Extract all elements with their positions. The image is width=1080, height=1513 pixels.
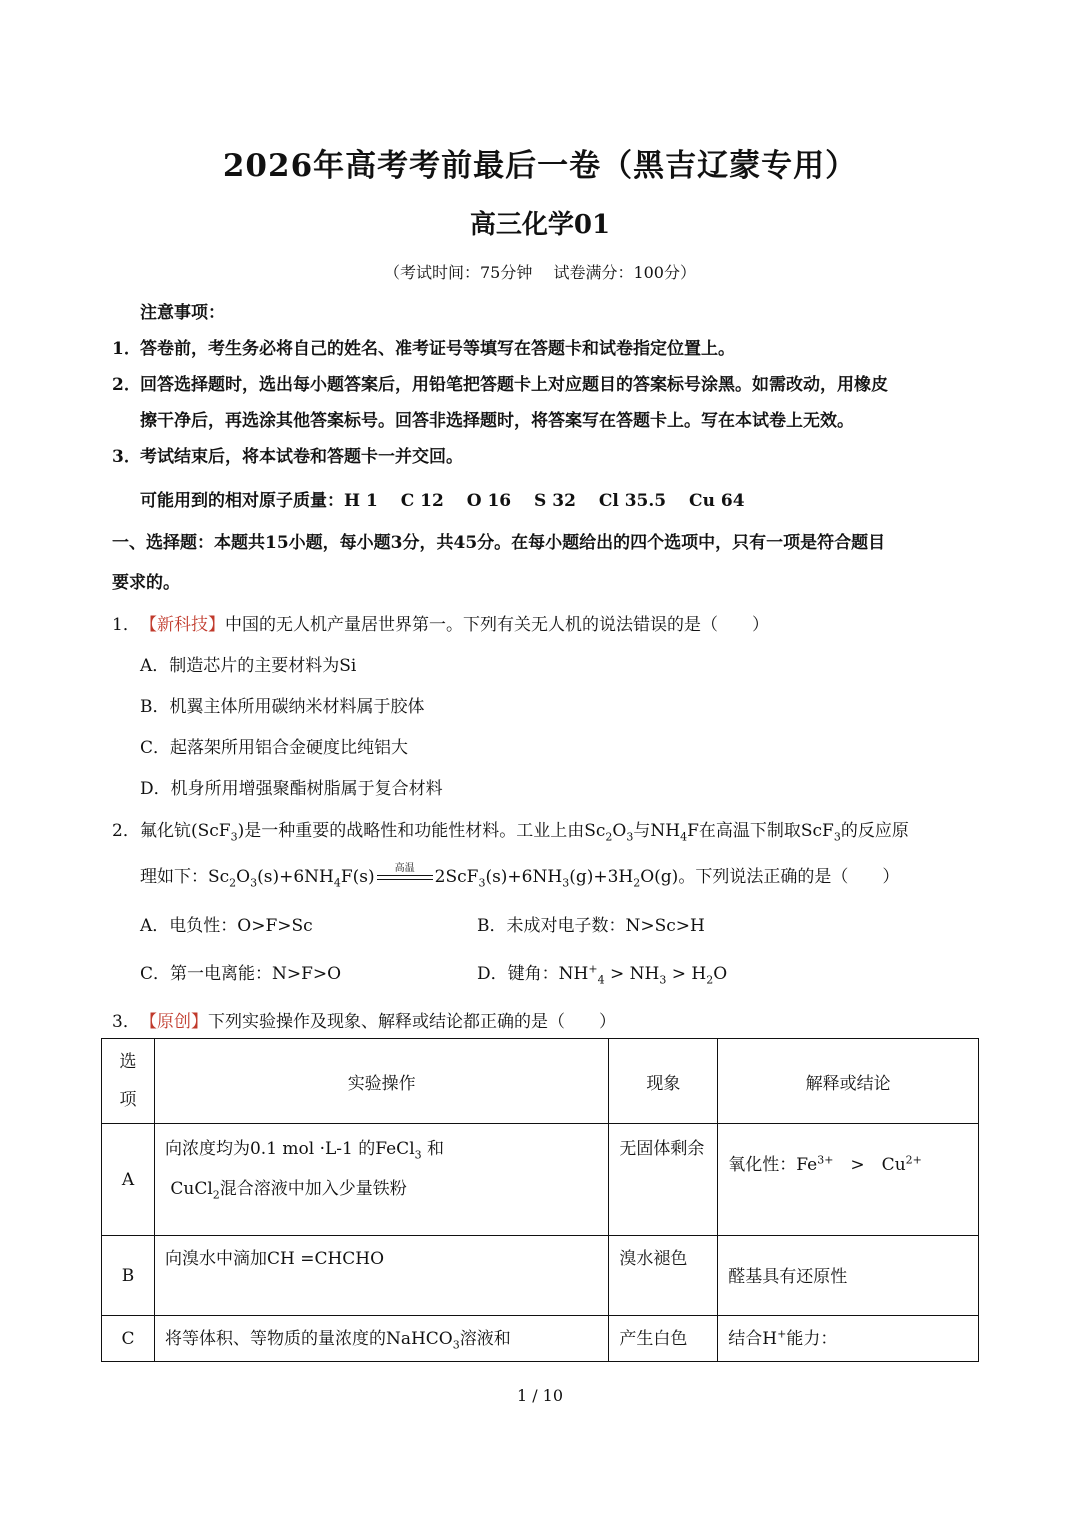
arrow-line [377,879,433,880]
table-row [102,1316,979,1362]
question-2-option-b: B．未成对电子数：N>Sc>H [477,916,705,936]
reaction-arrow [377,862,433,885]
question-1-option-c: C．起落架所用铝合金硬度比纯铝大 [140,738,409,758]
row-operation: 向溴水中滴加CH =CHCHO [154,1236,608,1316]
subscript: 4 [680,830,688,844]
superscript: + [588,962,598,976]
question-1-option-b: B．机翼主体所用碳纳米材料属于胶体 [140,697,425,717]
header-phenomenon: 现象 [609,1039,718,1124]
question-2-equation [140,862,899,889]
eq-part: Sc [208,867,230,887]
stem-part: 的反应原 [840,821,909,841]
subscript: 3 [626,830,634,844]
reaction-condition: 高温 [394,862,415,874]
section-heading-cont: 要求的。 [112,573,180,593]
eq-part: O(g) [640,867,679,887]
header-option [102,1039,155,1124]
row-phenomenon: 产生白色 [609,1316,718,1362]
question-num: 1． [112,615,140,635]
subscript: 2 [605,830,613,844]
question-text: 中国的无人机产量居世界第一。下列有关无人机的说法错误的是（ ） [225,615,769,635]
question-2-option-d [477,959,727,986]
question-1-stem [112,610,769,635]
eq-part: F(s) [340,867,375,887]
subscript: 3 [833,830,841,844]
superscript: + [777,1327,787,1341]
cell-text: 能力： [786,1329,838,1349]
table-row [102,1124,979,1236]
cell-text: 混合溶液中加入少量铁粉 [219,1179,407,1200]
subscript: 3 [414,1148,422,1162]
question-2-option-a: A．电负性：O>F>Sc [140,916,313,936]
cell-text: 将等体积、等物质的量浓度的NaHCO [164,1329,453,1349]
subscript: 4 [597,973,605,987]
eq-part: 理如下： [140,867,208,887]
table-header-row [102,1039,979,1124]
question-tag: 【原创】 [140,1012,208,1032]
header-operation: 实验操作 [154,1039,608,1124]
subscript: 2 [633,876,641,890]
notice-item-1 [112,334,735,359]
notice-item-num: 1． [112,339,141,359]
stem-part: 与NH [633,821,681,841]
row-phenomenon: 无固体剩余 [609,1124,718,1236]
notice-item-num: 3． [112,447,141,467]
eq-part: 2ScF [434,867,479,887]
notice-item-num: 2． [112,375,141,395]
cell-text: 向浓度均为0.1 mol ·L-1 的FeCl [164,1139,415,1159]
subscript: 2 [706,973,714,987]
subscript: 3 [250,876,258,890]
notice-item-text: 考试结束后，将本试卷和答题卡一并交回。 [140,447,463,467]
subscript: 3 [452,1338,460,1352]
eq-part: (s)+6NH [485,867,563,887]
stem-part: O [612,821,627,841]
row-conclusion: 醛基具有还原性 [718,1236,979,1316]
question-2-option-c: C．第一电离能：N>F>O [140,964,342,984]
row-phenomenon: 溴水褪色 [609,1236,718,1316]
table-row [102,1236,979,1316]
subscript: 3 [478,876,486,890]
subscript: 2 [229,876,237,890]
eq-part: O [236,867,251,887]
cell-text: 溶液和 [459,1329,511,1349]
superscript: 3+ [817,1153,834,1167]
question-1-option-a: A．制造芯片的主要材料为Si [140,656,357,676]
opt-part: O [713,964,728,984]
page-number: 1 / 10 [516,1386,564,1405]
stem-part: F在高温下制取ScF [687,821,834,841]
subscript: 4 [333,876,341,890]
eq-part: 。下列说法正确的是（ ） [678,867,900,887]
notice-item-text: 回答选择题时，选出每小题答案后，用铅笔把答题卡上对应题目的答案标号涂黑。如需改动，用橡皮 [140,375,888,395]
experiment-table [101,1038,979,1362]
cell-text: 和 [421,1139,445,1159]
row-conclusion [718,1316,979,1362]
notice-item-text: 答卷前，考生务必将自己的姓名、准考证号等填写在答题卡和试卷指定位置上。 [140,339,735,359]
stem-part: 氟化钪(ScF [140,821,231,841]
exam-subtitle: 高三化学01 [469,210,611,240]
subscript: 3 [230,830,238,844]
question-3-stem [112,1007,616,1032]
opt-part: > NH [604,964,660,984]
question-tag: 【新科技】 [140,615,225,635]
subscript: 3 [659,973,667,987]
cell-text: 氧化性：Fe [728,1155,818,1175]
row-option: B [102,1236,155,1316]
arrow-line [377,875,433,876]
subscript: 3 [562,876,570,890]
question-num: 2． [112,821,140,841]
notice-heading: 注意事项： [140,303,225,323]
notice-item-3 [112,442,463,467]
row-option: C [102,1316,155,1362]
section-heading: 一、选择题：本题共15小题，每小题3分，共45分。在每小题给出的四个选项中，只有一项是符合题目 [112,533,886,553]
question-2-stem [112,816,909,843]
stem-part: )是一种重要的战略性和功能性材料。工业上由Sc [237,821,606,841]
atomic-mass: 可能用到的相对原子质量：H 1 C 12 O 16 S 32 Cl 35.5 Cu 64 [140,491,745,511]
row-operation [154,1124,608,1236]
question-1-option-d: D．机身所用增强聚酯树脂属于复合材料 [140,779,443,799]
cell-text: CuCl [170,1179,213,1200]
notice-item-2-cont: 擦干净后，再选涂其他答案标号。回答非选择题时，将答案写在答题卡上。写在本试卷上无效。 [140,411,854,431]
header-text: 选项 [119,1052,137,1110]
eq-part: (g)+3H [569,867,634,887]
header-conclusion: 解释或结论 [718,1039,979,1124]
row-option: A [102,1124,155,1236]
exam-title: 2026年高考考前最后一卷（黑吉辽蒙专用） [222,148,858,184]
notice-item-2 [112,370,888,395]
superscript: 2+ [905,1153,922,1167]
row-operation [154,1316,608,1362]
question-num: 3． [112,1012,140,1032]
row-conclusion [718,1124,979,1236]
cell-text: > Cu [833,1155,906,1175]
question-text: 下列实验操作及现象、解释或结论都正确的是（ ） [208,1012,616,1032]
opt-part: D．键角：NH [477,964,589,984]
exam-info: （考试时间：75分钟 试卷满分：100分） [384,263,696,282]
eq-part: (s)+6NH [257,867,334,887]
cell-text: 结合H [728,1329,778,1349]
opt-part: > H [666,964,707,984]
subscript: 2 [212,1188,220,1202]
